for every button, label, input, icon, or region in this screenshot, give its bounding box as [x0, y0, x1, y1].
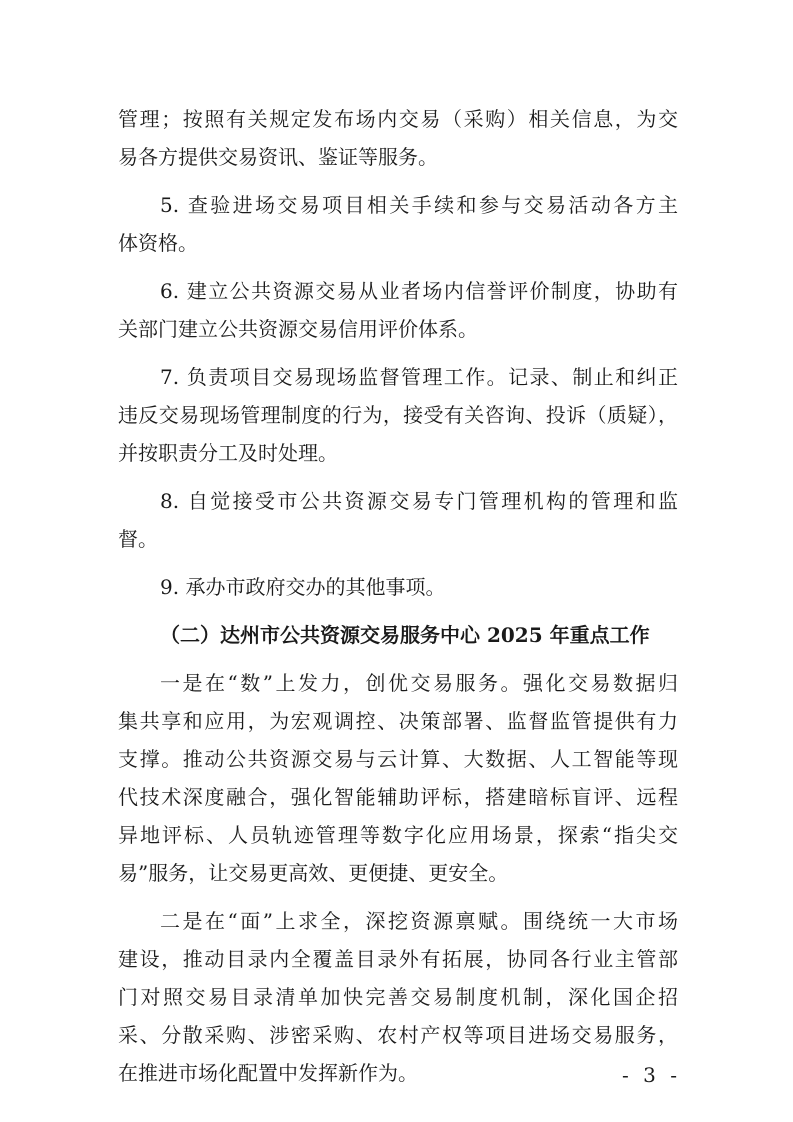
text-line: 易”服务，让交易更高效、更便捷、更安全。	[118, 861, 509, 885]
text-line: 建设，推动目录内全覆盖目录外有拓展，协同各行业主管部	[118, 947, 678, 971]
page-number: - 3 -	[622, 1063, 681, 1087]
text-line: 体资格。	[118, 231, 198, 255]
text-line: 7. 负责项目交易现场监督管理工作。记录、制止和纠正	[160, 365, 678, 389]
text-line: 并按职责分工及时处理。	[118, 441, 338, 465]
text-line: 违反交易现场管理制度的行为，接受有关咨询、投诉（质疑），	[118, 403, 678, 427]
section-heading: （二）达州市公共资源交易服务中心 2025 年重点工作	[160, 623, 650, 647]
text-line: 一是在“数”上发力，创优交易服务。强化交易数据归	[160, 671, 678, 695]
text-line: 督。	[118, 527, 158, 551]
text-line: 在推进市场化配置中发挥新作为。	[118, 1061, 418, 1085]
text-line: 采、分散采购、涉密采购、农村产权等项目进场交易服务，	[118, 1023, 678, 1047]
text-line: 管理；按照有关规定发布场内交易（采购）相关信息，为交	[118, 107, 678, 131]
text-line: 8. 自觉接受市公共资源交易专门管理机构的管理和监	[160, 489, 678, 513]
text-line: 二是在“面”上求全，深挖资源禀赋。围绕统一大市场	[160, 909, 678, 933]
text-line: 5. 查验进场交易项目相关手续和参与交易活动各方主	[160, 193, 678, 217]
text-line: 异地评标、人员轨迹管理等数字化应用场景，探索“指尖交	[118, 823, 678, 847]
text-line: 9. 承办市政府交办的其他事项。	[160, 575, 446, 599]
text-line: 关部门建立公共资源交易信用评价体系。	[118, 317, 478, 341]
text-line: 支撑。推动公共资源交易与云计算、大数据、人工智能等现	[118, 747, 678, 771]
text-line: 集共享和应用，为宏观调控、决策部署、监督监管提供有力	[118, 709, 678, 733]
text-line: 门对照交易目录清单加快完善交易制度机制，深化国企招	[118, 985, 678, 1009]
text-line: 6. 建立公共资源交易从业者场内信誉评价制度，协助有	[160, 279, 678, 303]
text-line: 代技术深度融合，强化智能辅助评标，搭建暗标盲评、远程	[118, 785, 678, 809]
text-line: 易各方提供交易资讯、鉴证等服务。	[118, 145, 438, 169]
